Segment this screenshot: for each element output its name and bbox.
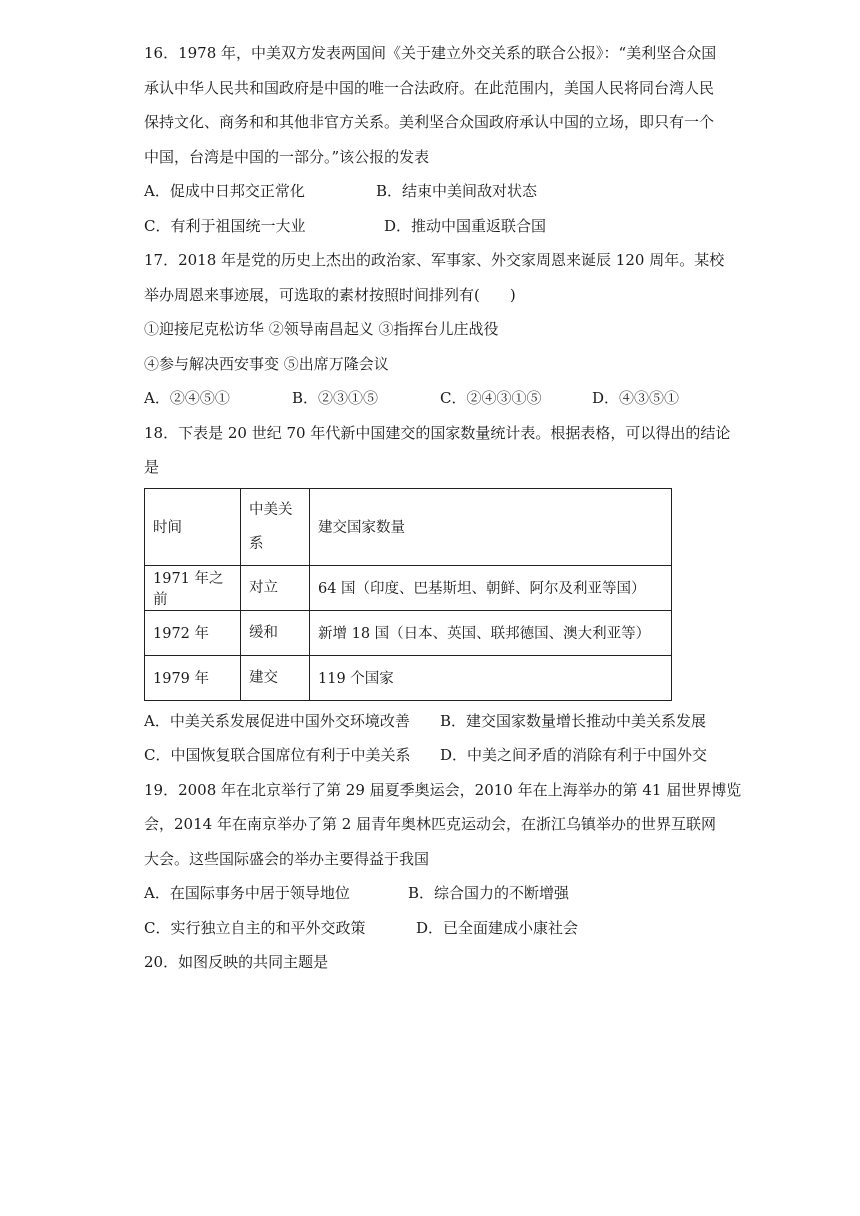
option-c: C．②④③①⑤ — [440, 389, 542, 407]
option-a: A．促成中日邦交正常化 — [144, 182, 305, 200]
table-cell: 119 个国家 — [310, 655, 672, 700]
question-text-line: 中国，台湾是中国的一部分。”该公报的发表 — [144, 147, 430, 166]
option-b: B．建交国家数量增长推动中美关系发展 — [440, 711, 707, 730]
table-cell: 新增 18 国（日本、英国、联邦德国、澳大利亚等） — [310, 610, 672, 655]
question-18 — [144, 416, 731, 773]
option-d: D．中美之间矛盾的消除有利于中国外交 — [440, 746, 708, 764]
option-c: C．有利于祖国统一大业 — [144, 216, 306, 235]
question-19 — [144, 773, 742, 946]
question-text-line: ①迎接尼克松访华 ②领导南昌起义 ③指挥台儿庄战役 — [144, 320, 499, 338]
option-d: D．已全面建成小康社会 — [416, 918, 579, 937]
option-row — [144, 911, 724, 946]
table-row — [145, 655, 672, 700]
table-header-cell: 中美关系 — [241, 488, 310, 565]
option-a: A．在国际事务中居于领导地位 — [144, 884, 350, 902]
option-a: A．②④⑤① — [144, 389, 230, 407]
question-text-line: 是 — [144, 458, 160, 476]
option-row — [144, 209, 724, 244]
option-row — [144, 876, 724, 911]
question-text-line: 18．下表是 20 世纪 70 年代新中国建交的国家数量统计表。根据表格，可以得出的结论 — [144, 423, 731, 442]
table-cell: 1972 年 — [145, 610, 241, 655]
question-text-line: 16．1978 年，中美双方发表两国间《关于建立外交关系的联合公报》：“美利坚合众国 — [144, 44, 717, 62]
table-cell: 1971 年之前 — [145, 565, 241, 610]
table-cell: 1979 年 — [145, 655, 241, 700]
question-16 — [144, 36, 724, 243]
question-text-line: 17．2018 年是党的历史上杰出的政治家、军事家、外交家周恩来诞辰 120 周年。某校 — [144, 251, 725, 269]
question-text-line: 保持文化、商务和和其他非官方关系。美利坚合众国政府承认中国的立场，即只有一个 — [144, 113, 715, 131]
question-17 — [144, 243, 724, 416]
question-text-line: 19．2008 年在北京举行了第 29 届夏季奥运会，2010 年在上海举办的第 41 届世界博览 — [144, 780, 742, 799]
question-20 — [144, 945, 724, 980]
question-text-line: ④参与解决西安事变 ⑤出席万隆会议 — [144, 354, 389, 373]
table-header-row — [145, 488, 672, 565]
option-row — [144, 704, 724, 739]
option-b: B．②③①⑤ — [292, 389, 379, 407]
option-row — [144, 174, 724, 209]
option-c: C．中国恢复联合国席位有利于中美关系 — [144, 746, 411, 764]
question-text-line: 承认中华人民共和国政府是中国的唯一合法政府。在此范围内，美国人民将同台湾人民 — [144, 78, 715, 97]
option-b: B．综合国力的不断增强 — [408, 884, 570, 902]
option-a: A．中美关系发展促进中国外交环境改善 — [144, 711, 410, 730]
option-d: D．推动中国重返联合国 — [384, 216, 547, 235]
option-row — [144, 381, 724, 416]
table-header-cell: 建交国家数量 — [310, 488, 672, 565]
option-d: D．④③⑤① — [592, 389, 680, 407]
option-c: C．实行独立自主的和平外交政策 — [144, 918, 366, 937]
table-row — [145, 610, 672, 655]
table-cell: 缓和 — [241, 610, 310, 655]
question-text-line: 20．如图反映的共同主题是 — [144, 953, 329, 971]
table-cell: 64 国（印度、巴基斯坦、朝鲜、阿尔及利亚等国） — [310, 565, 672, 610]
exam-page — [144, 36, 742, 980]
question-text-line: 举办周恩来事迹展，可选取的素材按照时间排列有( ) — [144, 285, 516, 304]
option-b: B．结束中美间敌对状态 — [376, 182, 538, 200]
option-row — [144, 738, 724, 773]
diplomacy-stats-table — [144, 488, 672, 701]
question-text-line: 大会。这些国际盛会的举办主要得益于我国 — [144, 849, 430, 868]
table-cell: 对立 — [241, 565, 310, 610]
table-header-cell: 时间 — [145, 488, 241, 565]
question-text-line: 会，2014 年在南京举办了第 2 届青年奥林匹克运动会，在浙江乌镇举办的世界互联网 — [144, 815, 717, 833]
table-cell: 建交 — [241, 655, 310, 700]
table-row — [145, 565, 672, 610]
